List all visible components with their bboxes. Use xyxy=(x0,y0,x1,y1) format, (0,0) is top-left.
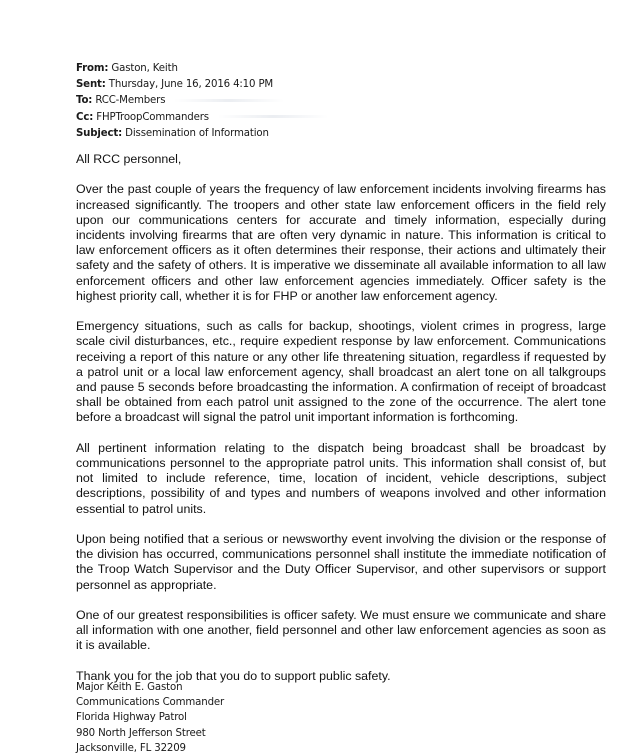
subject-label: Subject: xyxy=(76,127,123,139)
signature-block xyxy=(76,680,224,756)
signature-city: Jacksonville, FL 32209 xyxy=(76,742,186,754)
paragraph: One of our greatest responsibilities is officer safety. We must ensure we communicate and share all information with one another, field personnel and other law enforcement agencies as soon as it is available. xyxy=(76,608,606,653)
subject-value: Dissemination of Information xyxy=(125,127,269,139)
redaction-mark xyxy=(218,115,328,118)
sent-label: Sent: xyxy=(76,79,106,91)
signature-title: Communications Commander xyxy=(76,697,225,709)
from-label: From: xyxy=(76,63,109,74)
to-row xyxy=(76,93,328,109)
redaction-mark xyxy=(174,99,284,102)
paragraph: Emergency situations, such as calls for backup, shootings, violent crimes in progress, large scale civil disturbances, etc., require expedient response by law enforcement. Communications receiving a report of this nature or any other life threatening situation, regardless if requested by a patrol unit or a local law enforcement agency, shall broadcast an alert tone on all talkgroups and pause 5 seconds before broadcasting the information. A confirmation of receipt of broadcast shall be obtained from each patrol unit assigned to the zone of the occurrence. The alert tone before a broadcast will signal the patrol unit important information is forthcoming. xyxy=(76,319,606,425)
sent-value: Thursday, June 16, 2016 4:10 PM xyxy=(108,79,274,91)
paragraph: Upon being notified that a serious or newsworthy event involving the division or the response of the division has occurred, communications personnel shall institute the immediate notification of the Troop Watch Supervisor and the Duty Officer Supervisor, and other supervisors or support personnel as appropriate. xyxy=(76,532,606,592)
paragraph: Over the past couple of years the frequency of law enforcement incidents involving firearms has increased significantly. The troopers and other state law enforcement officers in the field rely upon our communications centers for accurate and timely information, especially during incidents involving firearms that are often very dynamic in nature. This information is critical to law enforcement officers as it often determines their response, their actions and ultimately their safety and the safety of others. It is imperative we disseminate all available information to all law enforcement officers and other law enforcement agencies immediately. Officer safety is the highest priority call, whether it is for FHP or another law enforcement agency. xyxy=(76,182,606,303)
to-value: RCC-Members xyxy=(95,95,166,107)
cc-row xyxy=(76,110,328,126)
closing-paragraph: Thank you for the job that you do to support public safety. xyxy=(76,668,391,683)
sent-row xyxy=(76,77,328,93)
from-row xyxy=(76,61,328,77)
subject-row xyxy=(76,126,328,142)
from-value: Gaston, Keith xyxy=(111,63,178,74)
to-label: To: xyxy=(76,95,93,107)
signature-street: 980 North Jefferson Street xyxy=(76,727,206,739)
signature-organization: Florida Highway Patrol xyxy=(76,712,187,724)
salutation: All RCC personnel, xyxy=(76,152,182,166)
email-body xyxy=(76,152,606,699)
cc-label: Cc: xyxy=(76,111,94,123)
signature-name: Major Keith E. Gaston xyxy=(76,682,183,693)
email-header xyxy=(76,61,328,142)
cc-value: FHPTroopCommanders xyxy=(96,111,209,123)
paragraph: All pertinent information relating to the dispatch being broadcast shall be broadcast by communications personnel to the appropriate patrol units. This information shall consist of, but not limited to include reference, time, location of incident, vehicle descriptions, subject descriptions, possibility of and types and numbers of weapons involved and other information essential to patrol units. xyxy=(76,440,606,516)
